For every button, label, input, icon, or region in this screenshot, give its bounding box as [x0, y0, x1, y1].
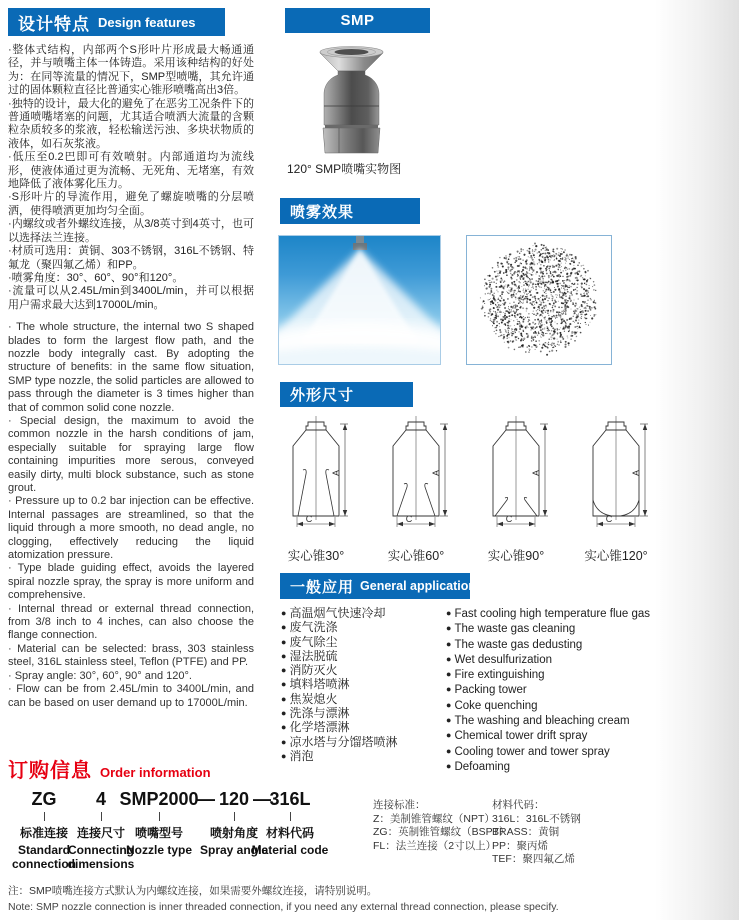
general-application-title-cn: 一般应用	[290, 578, 355, 596]
order-code-connecting-dimensions: 4 连接尺寸 Connecting dimensions	[67, 789, 135, 871]
order-info-header	[8, 754, 211, 783]
svg-text:A: A	[631, 469, 641, 477]
feature-bullet-cn: ·S形叶片的导流作用，避免了螺旋喷嘴的分层喷洒，使得喷洒更加均匀全面。	[8, 191, 254, 217]
application-item: ● 湿法脱硫	[281, 648, 338, 663]
spray-cone-photo	[278, 235, 441, 365]
bullet-icon: ●	[446, 623, 452, 634]
design-features-text	[8, 44, 254, 710]
application-item: ● 消防灭火	[281, 663, 338, 678]
bullet-icon: ●	[446, 638, 452, 649]
application-item: ● 高温烟气快速冷却	[281, 606, 386, 620]
application-item: ● The washing and bleaching cream	[446, 715, 630, 728]
svg-text:A: A	[531, 469, 541, 477]
connection-standard-item: FL：法兰连接（2寸以上）	[373, 839, 497, 852]
order-code-spray-angle: — 120 — 喷射角度 Spray angle	[196, 789, 272, 857]
general-application-header	[280, 573, 477, 599]
bullet-icon: ●	[281, 608, 287, 618]
application-item: ● 消泡	[281, 748, 314, 763]
spray-effect-title: 喷雾效果	[290, 203, 355, 221]
code-tick	[101, 812, 102, 821]
dimension-drawing-120	[581, 416, 651, 528]
application-item: ● Wet desulfurization	[446, 653, 553, 666]
page-edge-shadow	[655, 0, 739, 920]
drawing-label: 实心锥30°	[287, 549, 345, 563]
order-code-material-code: 316L 材料代码 Material code	[251, 789, 329, 857]
bullet-icon: ●	[446, 730, 452, 741]
svg-text:A: A	[331, 469, 341, 477]
feature-bullet-cn: ·喷雾角度：30°、60°、90°和120°。	[8, 271, 184, 284]
application-list-en	[446, 606, 681, 774]
order-code-standard-connection: ZG 标准连接 Standard connection	[11, 789, 76, 871]
code-separator: —	[196, 789, 215, 809]
bullet-icon: ●	[281, 708, 287, 719]
product-name: SMP	[340, 12, 375, 29]
svg-text:C: C	[405, 514, 413, 524]
bullet-icon: ●	[446, 715, 452, 726]
application-item: ● Packing tower	[446, 684, 527, 697]
nozzle-product-photo	[313, 44, 390, 158]
feature-bullet-en: · Material can be selected: brass, 303 stainless steel, 316L stainless steel, Teflon (PTFE) and PP.	[8, 642, 254, 669]
svg-text:A: A	[431, 469, 441, 477]
feature-bullet-en: · Internal thread or external thread connection, from 3/8 inch to 4 inches, can also choose the flange connection.	[8, 602, 254, 642]
application-item: ● Chemical tower drift spray	[446, 730, 588, 743]
connection-standard-block	[373, 799, 510, 853]
nozzle-photo-caption: 120° SMP喷嘴实物图	[287, 162, 402, 176]
bullet-icon: ●	[446, 745, 452, 756]
application-item: ● 废气洗涤	[281, 620, 338, 635]
feature-bullet-en: · Special design, the maximum to avoid the common nozzle in the harsh conditions of jam, especially suitable for spraying large flow containing impurities more serous, conveyed easily dirty, multi block substance, such as stone grout.	[8, 414, 254, 494]
note-cn: 注：SMP喷嘴连接方式默认为内螺纹连接，如果需要外螺纹连接，请特别说明。	[8, 885, 378, 897]
general-application-title-en: General application	[360, 579, 477, 593]
bullet-icon: ●	[446, 699, 452, 710]
svg-text:C: C	[505, 514, 513, 524]
design-features-header	[8, 8, 225, 36]
order-info-title-cn: 订购信息	[8, 760, 92, 782]
design-features-title-en: Design features	[98, 14, 196, 30]
material-code-item: 316L：316L不锈钢	[492, 812, 581, 825]
feature-bullet-cn: ·流量可以从2.45L/min到3400L/min，并可以根据用户需求最大达到17000L/min。	[8, 285, 254, 311]
svg-text:C: C	[605, 514, 613, 524]
material-code-title: 材料代码：	[492, 799, 545, 811]
application-item: ● 化学塔漂淋	[281, 720, 350, 735]
feature-bullet-cn: ·内螺纹或者外螺纹连接，从3/8英寸到4英寸，也可以选择法兰连接。	[8, 218, 254, 244]
bullet-icon: ●	[281, 665, 287, 676]
code-tick	[290, 812, 291, 821]
application-item: ● Cooling tower and tower spray	[446, 745, 610, 758]
svg-text:C: C	[305, 514, 313, 524]
material-code-item: BRASS：黄铜	[492, 826, 560, 838]
dimension-drawing-60	[381, 416, 451, 528]
code-separator: —	[253, 789, 272, 809]
feature-bullet-en: · Pressure up to 0.2 bar injection can be effective. Internal passages are streamlined, so that the liquid through a more smooth, no dead angle, no clogging, effectively reducing the liquid atomization pressure.	[8, 495, 254, 562]
connection-standard-title: 连接标准：	[373, 799, 426, 811]
bullet-icon: ●	[281, 736, 287, 747]
bullet-icon: ●	[446, 669, 452, 680]
bullet-icon: ●	[281, 650, 287, 661]
feature-bullet-cn: ·低压至0.2巴即可有效喷射。内部通道均为流线形，使液体通过更为流畅、无死角、无堵塞，有效地降低了液体雾化压力。	[8, 151, 254, 191]
spray-effect-header	[280, 198, 420, 224]
bullet-icon: ●	[281, 750, 287, 761]
feature-bullet-en: · The whole structure, the internal two S shaped blades to form the largest flow path, and the nozzle body integrally cast. By adopting the structure of benefits: in the same flow situation, SMP type nozzle, the solid particles are allowed to pass through the diameter is 3 times higher than that of common solid cone nozzle.	[8, 321, 254, 414]
feature-bullet-en: · Type blade guiding effect, avoids the layered spiral nozzle spray, the spray is more uniform and comprehensive.	[8, 562, 254, 602]
footer-notes	[8, 884, 559, 914]
application-item: ● The waste gas dedusting	[446, 638, 583, 651]
order-code-nozzle-type: SMP2000 喷嘴型号 Nozzle type	[119, 789, 199, 857]
note-en: Note: SMP nozzle connection is inner threaded connection, if you need any external thread connection, please specify.	[8, 901, 559, 913]
bullet-icon: ●	[446, 608, 452, 618]
feature-bullet-en: · Spray angle: 30°, 60°, 90° and 120°.	[8, 669, 192, 682]
application-item: ● 焦炭熄火	[281, 691, 338, 706]
application-item: ● The waste gas cleaning	[446, 623, 576, 636]
application-list-cn	[281, 606, 446, 763]
bullet-icon: ●	[281, 722, 287, 733]
bullet-icon: ●	[281, 693, 287, 704]
spray-pattern-photo	[466, 235, 612, 365]
material-code-item: TEF：聚四氟乙烯	[492, 853, 575, 865]
application-item: ● Coke quenching	[446, 699, 538, 712]
application-item: ● 洗涤与漂淋	[281, 706, 350, 721]
drawing-label: 实心锥120°	[584, 549, 648, 563]
dimensions-header	[280, 382, 413, 407]
drawing-label: 实心锥90°	[487, 549, 545, 563]
connection-standard-item: Z：美制锥管螺纹（NPT）	[373, 812, 495, 825]
dimension-drawing-30	[281, 416, 351, 528]
application-item: ● 填料塔喷淋	[281, 677, 350, 692]
drawing-label: 实心锥60°	[387, 549, 445, 563]
dimensions-title: 外形尺寸	[290, 387, 355, 404]
material-code-item: PP：聚丙烯	[492, 839, 549, 852]
application-item: ● 凉水塔与分馏塔喷淋	[281, 734, 398, 749]
bullet-icon: ●	[446, 760, 452, 771]
order-info-title-en: Order information	[100, 765, 211, 780]
feature-bullet-cn: ·材质可选用：黄铜、303不锈钢，316L不锈钢、特氟龙（聚四氟乙烯）和PP。	[8, 245, 254, 271]
bullet-icon: ●	[446, 684, 452, 695]
code-tick	[234, 812, 235, 821]
code-tick	[159, 812, 160, 821]
product-name-header	[285, 8, 430, 33]
connection-standard-item: ZG：英制锥管螺纹（BSPT）	[373, 826, 510, 838]
bullet-icon: ●	[281, 636, 287, 647]
material-code-block	[492, 799, 581, 867]
application-item: ● Fast cooling high temperature flue gas	[446, 608, 651, 620]
feature-bullet-cn: ·整体式结构，内部两个S形叶片形成最大畅通通径，并与喷嘴主体一体铸造。采用该种结构的好处为：在同等流量的情况下，SMP型喷嘴，其允许通过的固体颗粒直径比普通实心锥形喷嘴高出3倍。	[8, 44, 254, 97]
code-tick	[44, 812, 45, 821]
bullet-icon: ●	[446, 653, 452, 664]
application-item: ● Defoaming	[446, 760, 511, 773]
application-item: ● Fire extinguishing	[446, 669, 545, 682]
feature-bullet-en: · Flow can be from 2.45L/min to 3400L/min, and can be based on user demand up to 17000L/min.	[8, 683, 254, 709]
bullet-icon: ●	[281, 622, 287, 633]
bullet-icon: ●	[281, 679, 287, 690]
design-features-title-cn: 设计特点	[18, 14, 90, 34]
application-item: ● 废气除尘	[281, 634, 338, 649]
feature-bullet-cn: ·独特的设计，最大化的避免了在恶劣工况条件下的普通喷嘴堵塞的问题，尤其适合喷洒大流量的含颗粒杂质较多的浆液，轻松输送污浊、多块状物质的液体，如石灰浆液。	[8, 97, 254, 150]
dimension-drawing-90	[481, 416, 551, 528]
